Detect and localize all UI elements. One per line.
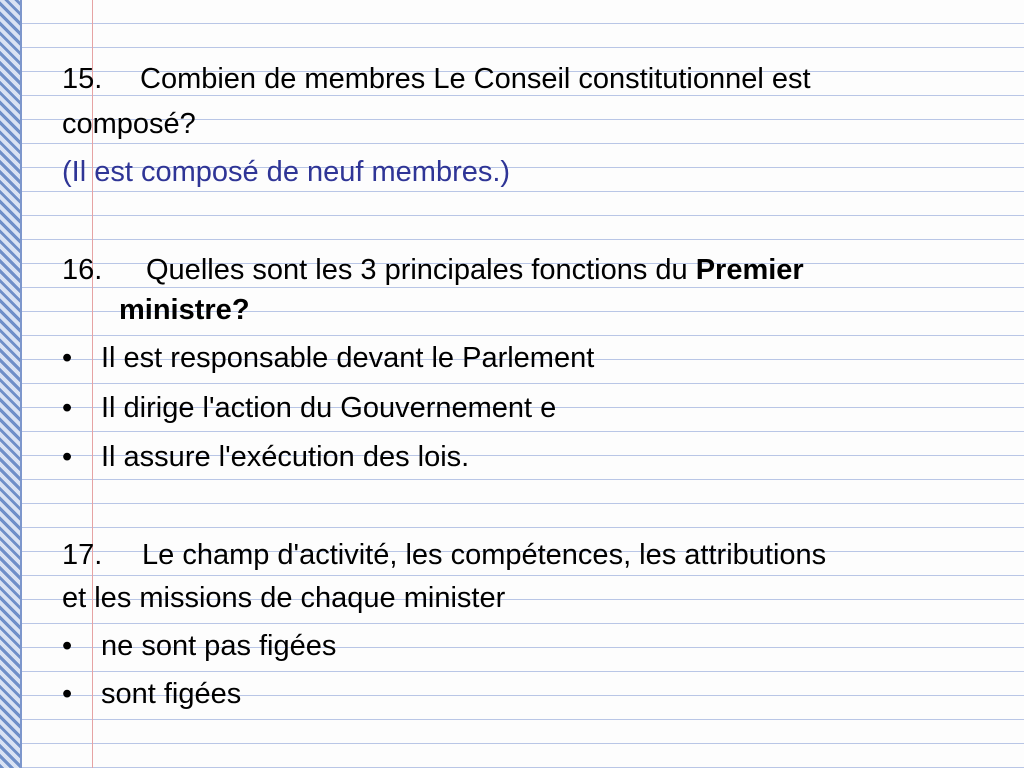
bullet-text: Il assure l'exécution des lois. <box>101 441 470 473</box>
bullet-icon: • <box>62 630 73 662</box>
question-15-line-2: composé? <box>62 108 196 140</box>
notebook-binding <box>0 0 22 768</box>
bullet-icon: • <box>62 678 73 710</box>
question-17-line-2: et les missions de chaque minister <box>62 582 506 614</box>
question-17-number: 17. <box>62 539 103 571</box>
question-17-line-1 <box>62 538 826 572</box>
question-15-text: Combien de membres Le Conseil constitutionnel est <box>140 63 811 95</box>
question-15-line-1 <box>62 62 811 96</box>
question-15-number: 15. <box>62 63 103 95</box>
bullet-text: sont figées <box>101 678 242 710</box>
bullet-icon: • <box>62 441 73 473</box>
question-16-bold-line: ministre? <box>119 294 250 326</box>
question-16-line-2 <box>119 293 250 327</box>
bullet-text: Il est responsable devant le Parlement <box>101 342 595 374</box>
bullet-text: ne sont pas figées <box>101 630 337 662</box>
bullet-text: Il dirige l'action du Gouvernement e <box>101 392 557 424</box>
question-16-number: 16. <box>62 254 103 286</box>
question-16-bold-word: Premier <box>695 254 804 286</box>
question-17-text: Le champ d'activité, les compétences, les attributions <box>142 539 827 571</box>
question-15-answer: (Il est composé de neuf membres.) <box>62 156 511 188</box>
bullet-icon: • <box>62 342 73 374</box>
question-16-line-1 <box>62 253 804 287</box>
question-16-text: Quelles sont les 3 principales fonctions du <box>146 254 696 286</box>
bullet-icon: • <box>62 392 73 424</box>
